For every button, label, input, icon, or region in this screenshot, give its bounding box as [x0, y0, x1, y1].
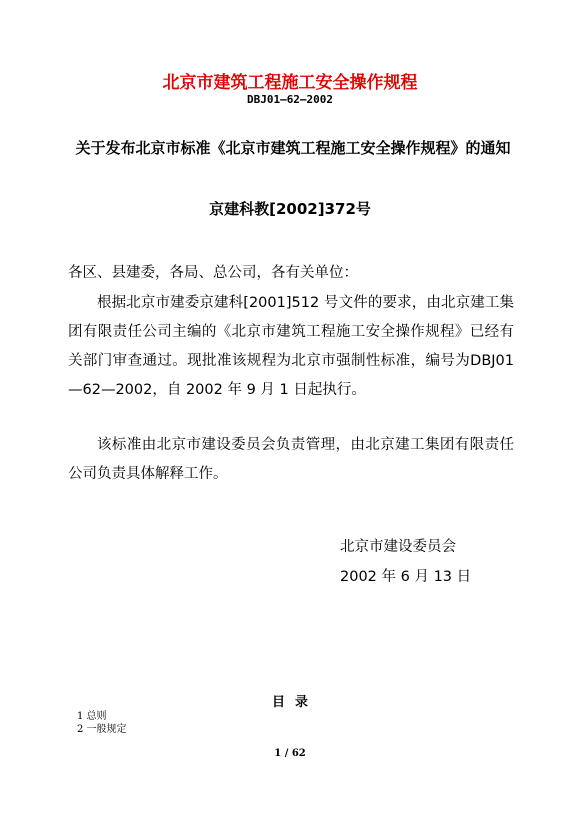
body-paragraph: 根据北京市建委京建科[2001]512 号文件的要求，由北京建工集团有限责任公司主编的《北京市建筑工程施工安全操作规程》已经有关部门审查通过。现批准该规程为北京市强制性标准，编号为DBJ01—62—2002，自 2002 年 9 月 1 日起执行。: [68, 295, 514, 398]
toc-list: [77, 710, 127, 736]
body-paragraph: 该标准由北京市建设委员会负责管理，由北京建工集团有限责任公司负责具体解释工作。: [68, 437, 514, 482]
toc-item[interactable]: 1 总则: [77, 711, 107, 722]
document-title: 北京市建筑工程施工安全操作规程: [162, 73, 418, 93]
notice-number: 京建科教[2002]372号: [209, 200, 371, 218]
page-number: 1 / 62: [274, 748, 306, 759]
salutation: 各区、县建委，各局、总公司，各有关单位：: [68, 265, 358, 281]
toc-title: 目录: [271, 695, 318, 710]
standard-code: DBJ01—62—2002: [246, 93, 334, 106]
signature-organization: 北京市建设委员会: [340, 539, 456, 555]
notice-title: 关于发布北京市标准《北京市建筑工程施工安全操作规程》的通知: [75, 139, 511, 157]
signature-date: 2002 年 6 月 13 日: [340, 569, 472, 585]
toc-item[interactable]: 2 一般规定: [77, 724, 127, 735]
